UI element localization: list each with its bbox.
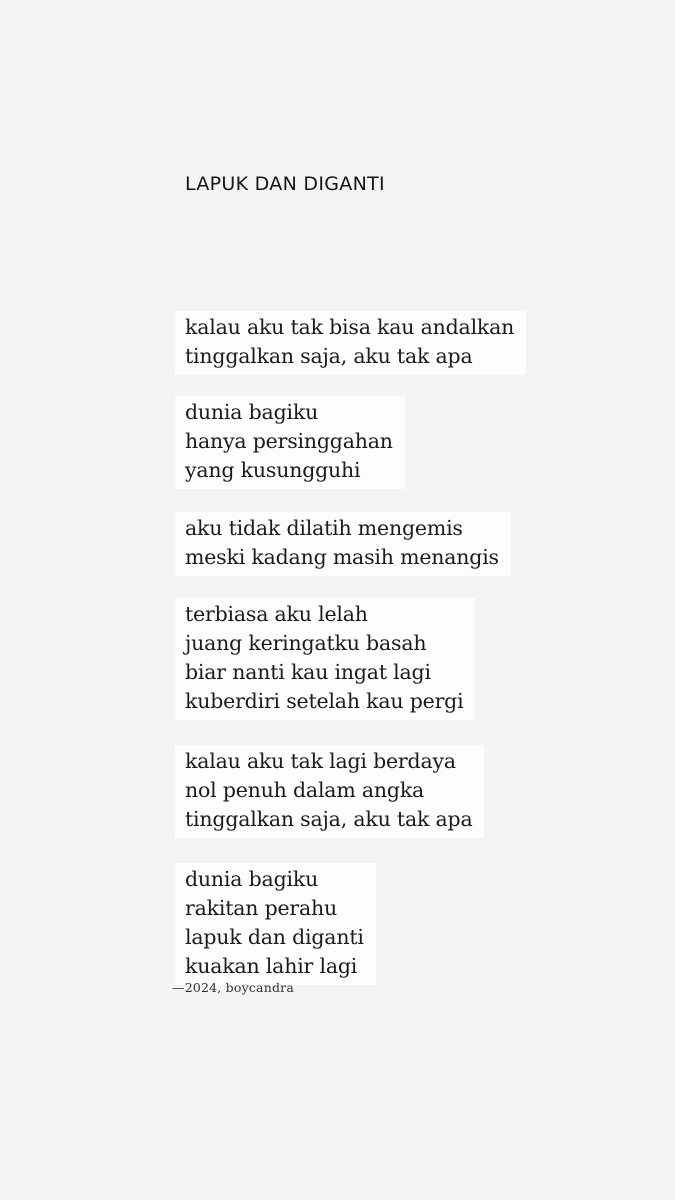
- poem-line: rakitan perahu: [185, 896, 338, 920]
- poem-line: kuakan lahir lagi: [185, 954, 358, 978]
- stanza-1: [175, 311, 526, 375]
- poem-signature: —2024, boycandra: [172, 980, 294, 995]
- poem-title: LAPUK DAN DIGANTI: [185, 173, 385, 195]
- poem-line: kalau aku tak bisa kau andalkan: [185, 315, 515, 339]
- poem-line: meski kadang masih menangis: [185, 545, 499, 569]
- poem-line: juang keringatku basah: [185, 631, 427, 655]
- poem-line: kuberdiri setelah kau pergi: [185, 689, 464, 713]
- poem-line: hanya persinggahan: [185, 429, 393, 453]
- poem-line: terbiasa aku lelah: [185, 602, 368, 626]
- stanza-2: [175, 396, 405, 489]
- stanza-6: [175, 863, 376, 985]
- stanza-3: [175, 512, 511, 576]
- poem-line: dunia bagiku: [185, 867, 319, 891]
- stanza-4: [175, 598, 475, 720]
- poem-line: yang kusungguhi: [185, 458, 361, 482]
- poem-line: kalau aku tak lagi berdaya: [185, 749, 456, 773]
- poem-line: nol penuh dalam angka: [185, 778, 425, 802]
- poem-line: tinggalkan saja, aku tak apa: [185, 807, 473, 831]
- poem-line: biar nanti kau ingat lagi: [185, 660, 431, 684]
- poem-line: lapuk dan diganti: [185, 925, 364, 949]
- stanza-5: [175, 745, 484, 838]
- poem-line: tinggalkan saja, aku tak apa: [185, 344, 473, 368]
- poem-line: aku tidak dilatih mengemis: [185, 516, 463, 540]
- poem-line: dunia bagiku: [185, 400, 319, 424]
